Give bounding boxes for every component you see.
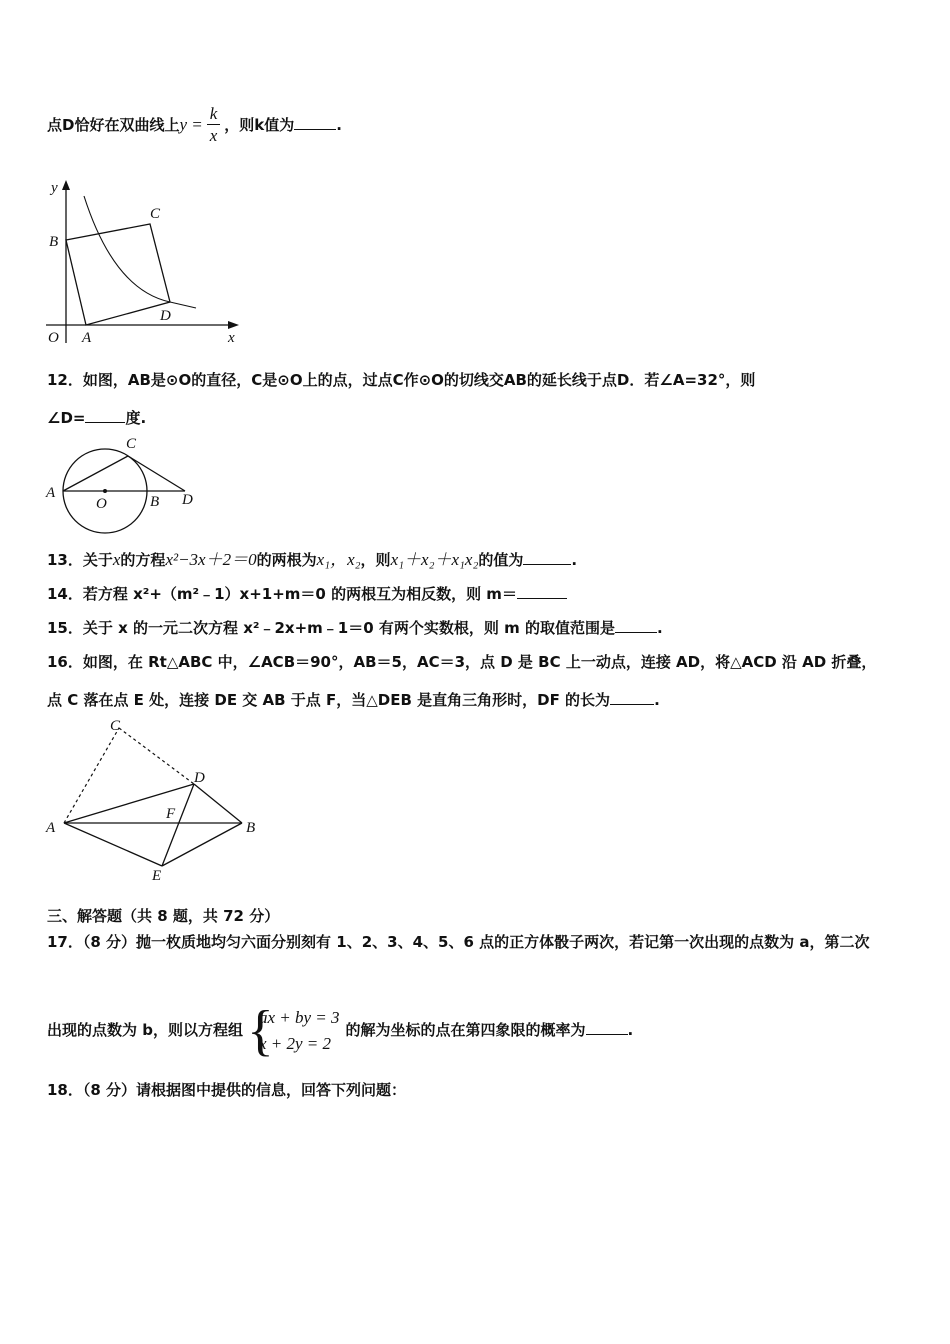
fig16-line-db — [194, 784, 242, 823]
q11-denominator: x — [209, 126, 218, 145]
q15-text: 15．关于 x 的一元二次方程 x²﹣2x+m﹣1＝0 有两个实数根，则 m 的取值范围是 — [47, 619, 615, 637]
q16-answer-blank — [610, 704, 654, 705]
q17-equation-system — [246, 999, 340, 1062]
q11-line — [47, 104, 342, 147]
q17-line2-before: 出现的点数为 b，则以方程组 — [47, 1021, 243, 1039]
q13-mid2: 的两根为 — [256, 551, 317, 569]
fig16-label-e: E — [152, 868, 162, 884]
fig12-label-d: D — [182, 492, 193, 508]
fig16-label-b: B — [246, 820, 256, 836]
q17-line1: 17．（8 分）抛一枚质地均匀六面分别刻有 1、2、3、4、5、6 点的正方体骰子两次，若记第一次出现的点数为 a，第二次 — [47, 933, 870, 951]
q13-line — [47, 550, 577, 570]
q16-line2-text: 点 C 落在点 E 处，连接 DE 交 AB 于点 F，当△DEB 是直角三角形时，DF 的长为 — [47, 691, 611, 709]
fig11-label-d: D — [160, 308, 171, 324]
q13-mid3: ，则 — [360, 551, 391, 569]
q13-prefix: 13．关于 — [47, 551, 113, 569]
q17-eq2: x + 2y = 2 — [258, 1033, 332, 1053]
q17-eq1: ax + by = 3 — [258, 1007, 340, 1027]
figure-16 — [44, 716, 264, 886]
q14-line — [47, 584, 567, 604]
q17-answer-blank — [586, 1034, 628, 1035]
q12-answer-blank — [85, 422, 125, 423]
fig12-label-a: A — [46, 485, 56, 501]
fig16-line-de — [162, 784, 194, 866]
q11-answer-blank — [294, 129, 336, 130]
q11-fraction — [207, 104, 221, 147]
fig16-dashed-cd — [119, 728, 194, 784]
q11-text-after: ，则k值为 — [224, 116, 295, 134]
q12-line2-after: 度. — [125, 409, 147, 427]
fig11-y-arrow — [62, 180, 70, 190]
q13-var-x: x — [112, 550, 121, 569]
q15-line — [47, 618, 663, 638]
fig12-label-o: O — [96, 496, 107, 512]
q13-mid1: 的方程 — [120, 551, 166, 569]
fig11-label-b: B — [49, 234, 59, 250]
q12-line2-before: ∠D= — [47, 409, 86, 427]
q13-roots: x₁，x₂ — [316, 550, 361, 569]
q16-period: . — [654, 691, 660, 709]
q11-period: . — [336, 116, 342, 134]
fig12-chord-ac — [63, 456, 128, 491]
q17-line2-after: 的解为坐标的点在第四象限的概率为 — [345, 1021, 586, 1039]
fig11-square-abcd — [66, 224, 170, 325]
q15-answer-blank — [615, 632, 657, 633]
q14-text: 14．若方程 x²+（m²﹣1）x+1+m＝0 的两根互为相反数，则 m＝ — [47, 585, 517, 603]
q12-line1: 12．如图，AB是⊙O的直径，C是⊙O上的点，过点C作⊙O的切线交AB的延长线于点D．若∠A=32°，则 — [47, 371, 756, 389]
q11-lhs: y = — [179, 115, 203, 134]
q12-line2 — [47, 408, 146, 428]
q13-period: . — [571, 551, 578, 569]
fig11-label-c: C — [150, 206, 161, 222]
figure-11 — [44, 178, 244, 348]
fig11-label-a: A — [82, 330, 92, 346]
q16-line2 — [47, 690, 660, 710]
fig11-label-y: y — [51, 180, 58, 196]
q14-answer-blank — [517, 598, 567, 599]
fig12-center-dot — [103, 489, 107, 493]
fig12-tangent-cd — [128, 456, 185, 491]
q17-period: . — [627, 1021, 634, 1039]
fig11-hyperbola — [84, 196, 196, 308]
fig16-label-d: D — [194, 770, 205, 786]
q17-line2 — [47, 999, 634, 1062]
fig16-line-ae — [64, 823, 162, 866]
fig16-line-eb — [162, 823, 242, 866]
figure-12 — [44, 434, 204, 538]
q13-answer-blank — [523, 564, 571, 565]
q13-equation: x²−3x＋2＝0 — [165, 550, 257, 569]
fig16-label-f: F — [166, 806, 176, 822]
fig11-label-o: O — [48, 330, 59, 346]
fig11-x-arrow — [228, 321, 239, 329]
q13-suffix: 的值为 — [478, 551, 524, 569]
fig12-label-b: B — [150, 494, 160, 510]
fig16-label-a: A — [46, 820, 56, 836]
q15-period: . — [656, 619, 663, 637]
q11-text-before: 点D恰好在双曲线上 — [47, 116, 180, 134]
fig12-label-c: C — [126, 436, 137, 452]
q13-expression: x₁＋x₂＋x₁x₂ — [390, 550, 479, 569]
q11-numerator: k — [207, 104, 221, 125]
q18-line: 18．（8 分）请根据图中提供的信息，回答下列问题： — [47, 1081, 407, 1099]
section3-title: 三、解答题（共 8 题，共 72 分） — [47, 907, 280, 925]
fig11-label-x: x — [228, 330, 235, 346]
q16-line1: 16．如图，在 Rt△ABC 中，∠ACB＝90°，AB＝5，AC＝3，点 D 是 BC 上一动点，连接 AD，将△ACD 沿 AD 折叠， — [47, 653, 877, 671]
fig16-label-c: C — [110, 718, 121, 734]
q17-brace: { — [246, 999, 274, 1062]
